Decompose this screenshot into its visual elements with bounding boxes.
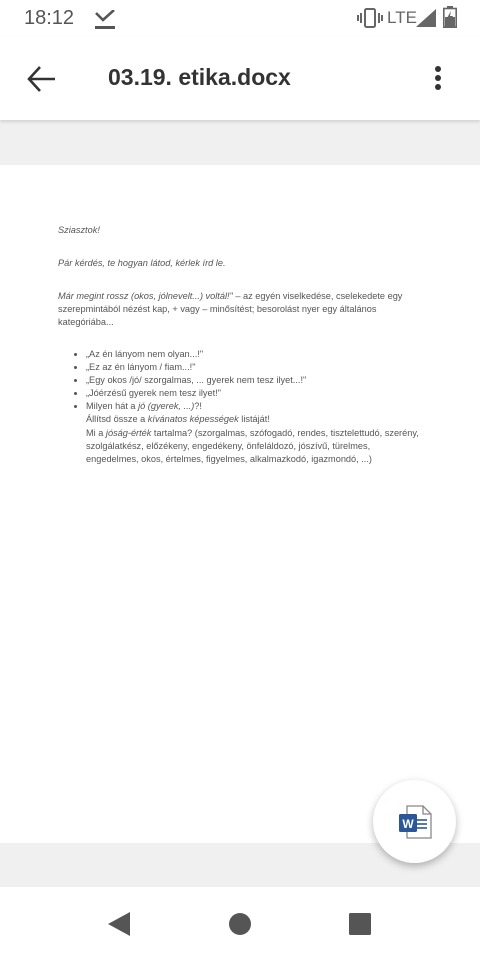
- nav-back-button[interactable]: [100, 905, 138, 943]
- back-arrow-icon: [18, 56, 64, 102]
- task-prefix: Állítsd össze a: [86, 414, 148, 425]
- document-page: [0, 165, 480, 843]
- signal-icon: [416, 9, 436, 27]
- more-options-button[interactable]: [420, 56, 456, 102]
- network-type: LTE: [387, 8, 417, 27]
- vibrate-icon: [357, 8, 383, 28]
- list-item: • „Ez az én lányom / fiam...!": [86, 361, 424, 374]
- more-vert-icon: [420, 56, 456, 102]
- nav-recents-button[interactable]: [340, 904, 380, 944]
- question-italic: jóság-érték: [105, 427, 152, 438]
- status-bar: [0, 0, 480, 36]
- doc-main-paragraph: [58, 290, 430, 328]
- list-item: • „Az én lányom nem olyan...!": [86, 348, 424, 361]
- task-suffix: listáját!: [238, 414, 270, 425]
- last-bullet-suffix: ?!: [194, 401, 202, 412]
- question-suffix: tartalma? (szorgalmas, szófogadó, rendes, tisztelettudó, szerény, szolgálatkész, előzékeny, engedékeny, önfeláldozó, jószívű, türelmes, engedelmes, okos, értelmes, figyelmes, alkalmazkodó, igazmondó, ...): [86, 427, 419, 464]
- svg-text:W: W: [402, 817, 414, 831]
- open-in-word-button[interactable]: [373, 780, 456, 863]
- last-bullet-italic: jó (gyerek, ...): [138, 401, 195, 412]
- doc-main-rest: – az egyén viselkedése, cselekedete egy szerepmintából nézést kap, + vagy – minősítést; besorolást nyer egy általános kategóriába...: [58, 291, 403, 327]
- question-line: [86, 427, 424, 466]
- word-app-icon: [397, 804, 433, 840]
- navigation-bar: [0, 887, 480, 960]
- list-item: • „Jóérzésű gyerek nem tesz ilyet!": [86, 387, 424, 400]
- list-item: • „Egy okos /jó/ szorgalmas, ... gyerek nem tesz ilyet...!": [86, 374, 424, 387]
- list-item: [86, 400, 424, 465]
- task-italic: kívánatos képességek: [147, 414, 239, 425]
- doc-greeting: Sziasztok!: [58, 225, 100, 235]
- nav-recents-icon: [340, 904, 380, 944]
- battery-charging-icon: [443, 6, 457, 28]
- question-prefix: Mi a: [86, 427, 106, 438]
- doc-bullet-list: [58, 348, 424, 466]
- download-done-icon: [94, 10, 116, 30]
- app-bar: [0, 36, 480, 120]
- task-line: [86, 413, 424, 426]
- doc-question: Pár kérdés, te hogyan látod, kérlek írd le.: [58, 258, 226, 268]
- back-button[interactable]: [18, 56, 64, 102]
- nav-home-icon: [220, 904, 260, 944]
- document-title: 03.19. etika.docx: [108, 64, 291, 90]
- nav-home-button[interactable]: [220, 904, 260, 944]
- last-bullet-prefix: Milyen hát a: [86, 401, 139, 412]
- nav-back-icon: [100, 905, 138, 943]
- status-time: 18:12: [24, 7, 75, 29]
- doc-main-lead: Már megint rossz (okos, jólnevelt...) voltál!": [58, 291, 233, 301]
- document-viewer[interactable]: [0, 120, 480, 887]
